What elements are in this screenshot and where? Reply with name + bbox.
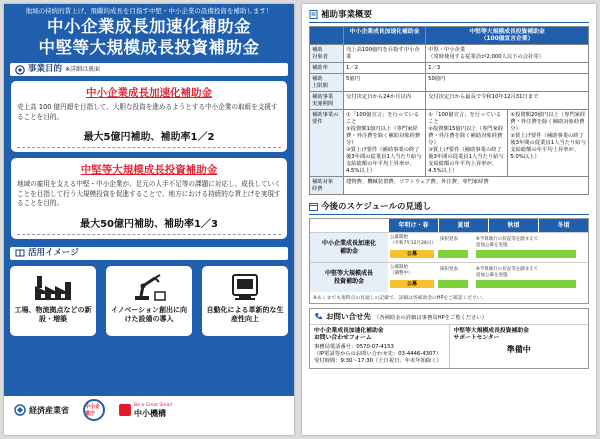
meti-name: 経済産業省	[29, 405, 69, 415]
cell: 5億円	[344, 74, 426, 92]
schedule-note: 公募開始 （令和7年12月26日）	[390, 235, 436, 246]
kiko-logo	[119, 402, 172, 418]
left-flyer-page	[4, 4, 294, 435]
row-header: 補助事業 実施期間	[310, 92, 344, 110]
flyer-body	[4, 63, 294, 424]
schedule-bar-review	[438, 280, 468, 288]
usage-icon-list	[10, 266, 288, 336]
row-header: 補助事業の 要件	[310, 110, 344, 177]
table-row	[310, 63, 589, 74]
card-highlight: 最大5億円補助、補助率1／2	[17, 128, 281, 148]
card-description: 地域の雇用を支える中堅・中小企業が、足元の人手不足等の課題に対応し、成長していくことを目指して行う大規模投資を促進することで、地方における持続的な賃上げを実現することを目的。	[17, 180, 281, 207]
schedule-note: 採択発表	[440, 267, 458, 272]
schedule-timeline	[309, 218, 589, 304]
usage-label: イノベーション創出に向けた設備の導入	[110, 305, 188, 323]
kiko-name: 中小機構	[134, 409, 166, 418]
schedule-bar-additional	[476, 280, 576, 288]
usage-heading: 活用イメージ	[28, 247, 79, 258]
card-title: 中小企業成長加速化補助金	[86, 87, 212, 99]
period-label: 年明け・春	[389, 219, 438, 232]
contact-detail: 事務局電話番号：0570-07-4153 （IP電話等からのお問い合わせ先：03-4446-4307） 受付時間：9:30～17:30（土日祝日、年末年始除く）	[314, 344, 442, 364]
right-flyer-page	[302, 4, 596, 435]
row-header: 補助率	[310, 63, 344, 74]
period-label: 秋頃	[489, 219, 538, 232]
contact-midsize	[449, 325, 589, 368]
cell: 1／2	[344, 63, 426, 74]
document-icon	[309, 10, 318, 19]
chusho-logo: 中小企業庁	[83, 399, 105, 421]
purpose-section-bar	[10, 63, 288, 76]
schedule-note: ※予算執行の状況等を踏まえて 追加公募を実施	[476, 237, 539, 248]
kiko-tagline: Be a Great Small	[134, 403, 172, 408]
automation-icon	[225, 272, 265, 302]
cell: 1／3	[426, 63, 589, 74]
schedule-bar-open: 公募	[390, 250, 434, 258]
usage-item-factory	[10, 266, 96, 336]
overview-section-heading	[309, 8, 589, 23]
contact-name: 中堅等大規模成長投資補助金 サポートセンター	[453, 328, 529, 341]
cell: 中堅・中小企業 （常時使用する従業員が2,000人以下の会社等）	[426, 45, 589, 63]
schedule-row-growth	[310, 232, 588, 262]
kiko-mark-icon	[119, 404, 131, 416]
schedule-section-heading	[309, 200, 589, 215]
period-label: 冬頃	[539, 219, 588, 232]
cell: ①「100億宣言」を行っていること ②投資額15億円以上（専門家経費・外注費を除く補助対象経費分） ③賃上げ要件（補助事業の終了後3年間の従業員1人当たり給与支給総額の年平均上昇率が、4.5%以上）	[426, 110, 508, 177]
schedule-row-label: 中小企業成長加速化 補助金	[310, 233, 388, 262]
card-highlight: 最大50億円補助、補助率1／3	[17, 215, 281, 235]
contact-heading: お問い合せ先	[326, 312, 371, 321]
cell: 50億円	[426, 74, 589, 92]
card-title: 中堅等大規模成長投資補助金	[80, 164, 218, 176]
schedule-bar-open: 公募	[390, 280, 434, 288]
schedule-note: ※予算執行の状況等を踏まえて 追加公募を実施	[476, 267, 539, 278]
schedule-period-header	[310, 219, 588, 232]
table-header-growth: 中小企業成長加速化補助金	[344, 27, 426, 45]
phone-icon	[314, 312, 323, 321]
contact-growth	[310, 325, 449, 368]
cell: 交付決定日から24か月以内	[344, 92, 426, 110]
cell: ①「100億宣言」を行っていること ②投資額1億円以上（専門家経費・外注費を除く補助対象経費分） ③賃上げ要件（補助事業の終了後3年間の従業員1人当たり給与支給総額の年平均上昇率が、4.5%以上）	[344, 110, 426, 177]
cell: 売上高100億円を目指す中小企業	[344, 45, 426, 63]
usage-item-automation	[202, 266, 288, 336]
purpose-note: ※詳細は裏面	[65, 66, 101, 73]
schedule-heading: 今後のスケジュールの見通し	[321, 202, 431, 212]
period-label: 夏頃	[439, 219, 488, 232]
table-header-blank	[310, 27, 344, 45]
schedule-note: 公募開始 （調整中）	[390, 265, 413, 276]
flyer-header	[4, 4, 294, 63]
meti-emblem-icon	[14, 404, 26, 416]
overview-heading: 補助事業概要	[321, 10, 373, 20]
schedule-bar-additional	[476, 250, 576, 258]
usage-label: 工場、物流拠点などの新設・増築	[14, 305, 92, 323]
cell: 交付決定日から最長で令和10年12月31日まで	[426, 92, 589, 110]
contact-subheading: （各補助金の詳細は事務局HPをご覧ください）	[374, 314, 488, 321]
title-line2: 中堅等大規模成長投資補助金	[38, 38, 260, 57]
table-row	[310, 177, 589, 195]
purpose-heading: 事業目的	[28, 64, 63, 74]
schedule-bar-review	[438, 250, 468, 258]
book-icon	[14, 248, 25, 259]
table-header-midsize: 中堅等大規模成長投資補助金 （100億宣言企業）	[426, 27, 589, 45]
flyer-footer	[4, 396, 294, 424]
table-row	[310, 110, 589, 177]
purpose-card-midsize	[10, 157, 288, 240]
usage-item-robot	[106, 266, 192, 336]
cell: ①投資額20億円以上（専門家経費・外注費を除く補助対象経費分） ②賃上げ要件（補助事業の終了後3年間の従業員1人当たり給与支給総額の年平均上昇率が、5.0%以上）	[508, 110, 589, 177]
schedule-row-midsize	[310, 262, 588, 292]
table-row	[310, 74, 589, 92]
title-line1: 中小企業成長加速化補助金	[47, 17, 251, 36]
row-header: 補助 上限額	[310, 74, 344, 92]
schedule-row-label: 中堅等大規模成長 投資補助金	[310, 263, 388, 292]
factory-icon	[33, 272, 73, 302]
contact-status: 準備中	[506, 345, 531, 354]
usage-label: 自動化による革新的な生産性向上	[206, 305, 284, 323]
schedule-note: 採択発表	[440, 237, 458, 242]
contact-box	[309, 308, 589, 369]
meti-logo	[14, 404, 69, 416]
table-row	[310, 45, 589, 63]
table-row	[310, 92, 589, 110]
robot-arm-icon	[129, 272, 169, 302]
contact-name[interactable]: 中小企業成長加速化補助金 お問い合わせフォーム	[314, 328, 384, 341]
target-icon	[14, 64, 25, 75]
schedule-footnote: ※あくまでも現時点の見通しの記載で、詳細は各補助金のHPをご確認ください。	[313, 296, 487, 301]
row-header: 補助対象 経費	[310, 177, 344, 195]
tagline: 地域の持続的賃上げ、飛躍的成長を目指す中堅・中小企業の設備投資を補助します！	[25, 7, 273, 15]
row-header: 補助 対象者	[310, 45, 344, 63]
cell: 建物費、機械装置費、ソフトウェア費、外注費、専門家経費	[344, 177, 589, 195]
overview-table	[309, 26, 589, 195]
usage-section-bar	[10, 247, 288, 260]
contact-header	[310, 309, 588, 324]
purpose-card-growth	[10, 80, 288, 153]
card-description: 売上高 100 億円超を目指して、大胆な投資を進めるようとする中小企業の取組を支援することを目的。	[17, 103, 278, 121]
calendar-icon	[309, 202, 318, 211]
